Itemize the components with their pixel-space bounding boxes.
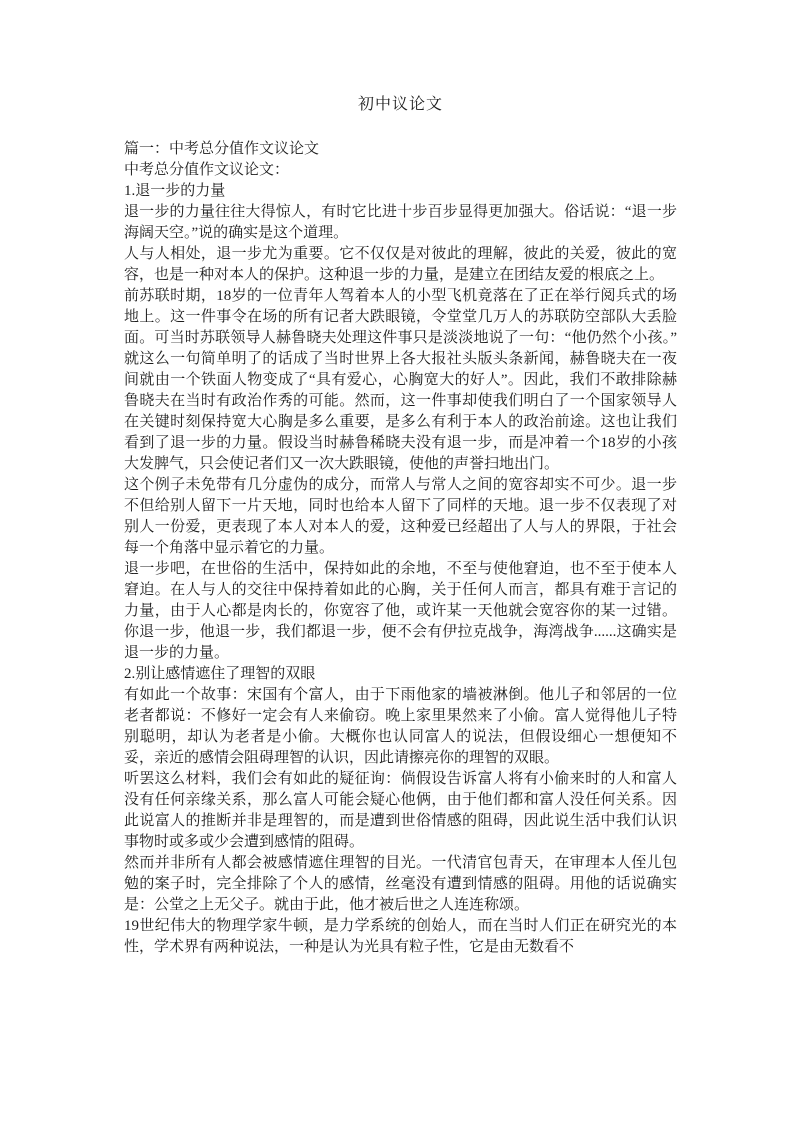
paragraph-section1-title: 1.退一步的力量 [124,183,226,199]
document-title: 初中议论文 [357,96,443,113]
paragraph: 人与人相处，退一步尤为重要。它不仅仅是对彼此的理解，彼此的关爱，彼此的宽容，也是一种对本人的保护。这种退一步的力量，是建立在团结友爱的根底之上。 [124,246,677,283]
paragraph-subheading: 中考总分值作文议论文： [124,162,290,178]
document-body [124,139,677,958]
paragraph-section2-title: 2.别让感情遮住了理智的双眼 [124,666,316,682]
paragraph: 这个例子未免带有几分虚伪的成分，而常人与常人之间的宽容却实不可少。退一步不但给别人留下一片天地，同时也给本人留下了同样的天地。退一步不仅表现了对别人一份爱，更表现了本人对本人的爱，这种爱已经超出了人与人的界限，于社会每一个角落中显示着它的力量。 [124,477,677,556]
paragraph-truncated: 19世纪伟大的物理学家牛顿，是力学系统的创始人，而在当时人们正在研究光的本性，学术界有两种说法，一种是认为光具有粒子性，它是由无数看不 [124,918,677,955]
paragraph: 退一步吧，在世俗的生活中，保持如此的余地，不至与使他窘迫，也不至于使本人窘迫。在人与人的交往中保持着如此的心胸，关于任何人而言，都具有难于言记的力量，由于人心都是肉长的，你宽容了他，或许某一天他就会宽容你的某一过错。你退一步，他退一步，我们都退一步，便不会有伊拉克战争，海湾战争......这确实是退一步的力量。 [124,561,677,661]
paragraph: 然而并非所有人都会被感情遮住理智的目光。一代清官包青天，在审理本人侄儿包勉的案子时，完全排除了个人的感情，丝毫没有遭到情感的阻碍。用他的话说确实是：公堂之上无父子。就由于此，他才被后世之人连连称颂。 [124,855,677,913]
paragraph: 有如此一个故事：宋国有个富人，由于下雨他家的墙被淋倒。他儿子和邻居的一位老者都说：不修好一定会有人来偷窃。晚上家里果然来了小偷。富人觉得他儿子特别聪明，却认为老者是小偷。大概你也认同富人的说法，但假设细心一想便知不妥，亲近的感情会阻碍理智的认识，因此请擦亮你的理智的双眼。 [124,687,677,766]
paragraph: 前苏联时期，18岁的一位青年人驾着本人的小型飞机竟落在了正在举行阅兵式的场地上。这一件事令在场的所有记者大跌眼镜，令堂堂几万人的苏联防空部队大丢脸面。可当时苏联领导人赫鲁晓夫处理这件事只是淡淡地说了一句：“他仍然个小孩。”就这么一句简单明了的话成了当时世界上各大报社头版头条新闻，赫鲁晓夫在一夜间就由一个铁面人物变成了“具有爱心，心胸宽大的好人”。因此，我们不敢排除赫鲁晓夫在当时有政治作秀的可能。然而，这一件事却使我们明白了一个国家领导人在关键时刻保持宽大心胸是多么重要，是多么有利于本人的政治前途。这也让我们看到了退一步的力量。假设当时赫鲁稀晓夫没有退一步，而是冲着一个18岁的小孩大发脾气，只会使记者们又一次大跌眼镜，使他的声誉扫地出门。 [124,288,677,472]
paragraph: 退一步的力量往往大得惊人，有时它比进十步百步显得更加强大。俗话说：“退一步海阔天空。”说的确实是这个道理。 [124,204,677,241]
paragraph-heading-part1: 篇一：中考总分值作文议论文 [124,141,320,157]
paragraph: 听罢这么材料，我们会有如此的疑征询：倘假设告诉富人将有小偷来时的人和富人没有任何亲缘关系，那么富人可能会疑心他俩，由于他们都和富人没任何关系。因此说富人的推断并非是理智的，而是遭到世俗情感的阻碍，因此说生活中我们认识事物时或多或少会遭到感情的阻碍。 [124,771,677,850]
